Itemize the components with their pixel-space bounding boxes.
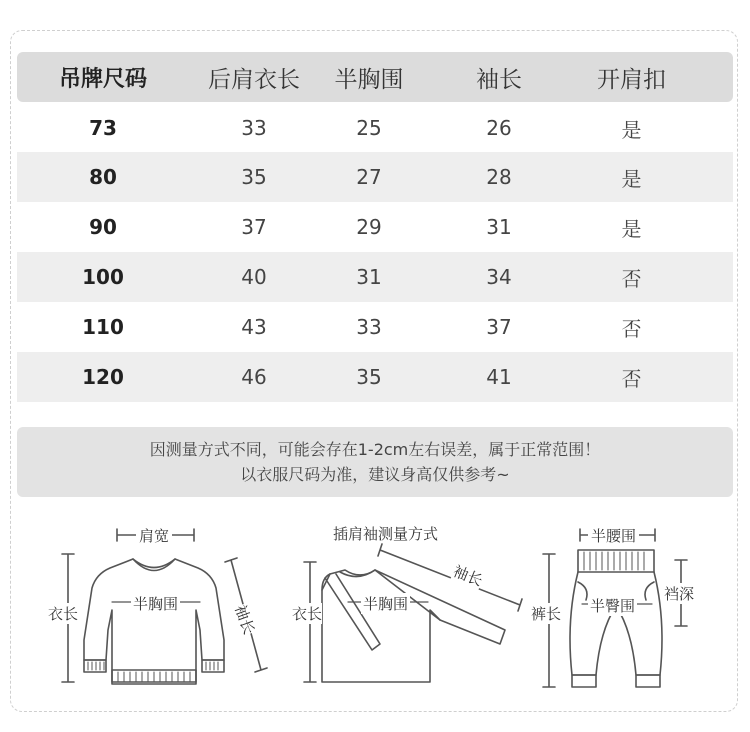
cell-sleeve: 41 xyxy=(486,365,512,389)
label-raglan-length: 衣长 xyxy=(292,605,323,623)
measurement-note xyxy=(17,427,733,497)
cell-sleeve: 31 xyxy=(486,215,512,239)
label-sweater-sleeve: 袖长 xyxy=(230,602,259,637)
table-row xyxy=(17,302,733,352)
cell-size: 100 xyxy=(82,265,124,289)
cell-size: 73 xyxy=(89,116,117,140)
cell-shoulder-button: 是 xyxy=(621,216,642,241)
cell-size: 110 xyxy=(82,315,124,339)
header-shoulder-button: 开肩扣 xyxy=(597,66,666,93)
label-raglan-chest: 半胸围 xyxy=(363,595,409,613)
cell-chest: 25 xyxy=(356,116,382,140)
cell-shoulder-button: 是 xyxy=(621,117,642,142)
note-line-2: 以衣服尺码为准，建议身高仅供参考~ xyxy=(240,465,510,484)
cell-sleeve: 26 xyxy=(486,116,512,140)
label-half-hip: 半臀围 xyxy=(590,597,636,615)
label-raglan-sleeve: 袖长 xyxy=(450,561,486,590)
size-table-header xyxy=(17,52,733,102)
label-sweater-length: 衣长 xyxy=(48,605,79,623)
cell-sleeve: 28 xyxy=(486,165,512,189)
cell-chest: 35 xyxy=(356,365,382,389)
label-raglan-title: 插肩袖测量方式 xyxy=(333,525,439,543)
table-row xyxy=(17,152,733,202)
cell-chest: 29 xyxy=(356,215,382,239)
cell-shoulder-button: 否 xyxy=(621,316,642,341)
header-length: 后肩衣长 xyxy=(208,66,300,93)
sweater-illustration xyxy=(84,559,224,684)
table-row xyxy=(17,103,733,153)
label-half-waist: 半腰围 xyxy=(588,525,639,546)
cell-shoulder-button: 是 xyxy=(621,166,642,191)
header-sleeve: 袖长 xyxy=(476,66,522,93)
header-chest: 半胸围 xyxy=(334,66,404,93)
cell-length: 43 xyxy=(241,315,267,339)
cell-length: 33 xyxy=(241,116,267,140)
label-sweater-chest: 半胸围 xyxy=(133,595,179,613)
cell-size: 120 xyxy=(82,365,124,389)
cell-size: 90 xyxy=(89,215,117,239)
cell-shoulder-button: 否 xyxy=(621,366,642,391)
label-pants-length: 裤长 xyxy=(531,605,562,623)
cell-size: 80 xyxy=(89,165,117,189)
cell-length: 35 xyxy=(241,165,267,189)
table-row xyxy=(17,252,733,302)
header-size: 吊牌尺码 xyxy=(58,66,147,92)
cell-length: 37 xyxy=(241,215,267,239)
cell-shoulder-button: 否 xyxy=(621,266,642,291)
label-rise: 裆深 xyxy=(664,585,695,603)
label-shoulder-width: 肩宽 xyxy=(136,525,172,546)
cell-chest: 31 xyxy=(356,265,382,289)
table-row xyxy=(17,352,733,402)
table-row xyxy=(17,202,733,252)
cell-sleeve: 34 xyxy=(486,265,512,289)
note-line-1: 因测量方式不同，可能会存在1-2cm左右误差，属于正常范围！ xyxy=(149,440,601,459)
cell-chest: 33 xyxy=(356,315,382,339)
cell-chest: 27 xyxy=(356,165,382,189)
cell-length: 40 xyxy=(241,265,267,289)
pants-illustration xyxy=(570,550,662,687)
cell-length: 46 xyxy=(241,365,267,389)
cell-sleeve: 37 xyxy=(486,315,512,339)
